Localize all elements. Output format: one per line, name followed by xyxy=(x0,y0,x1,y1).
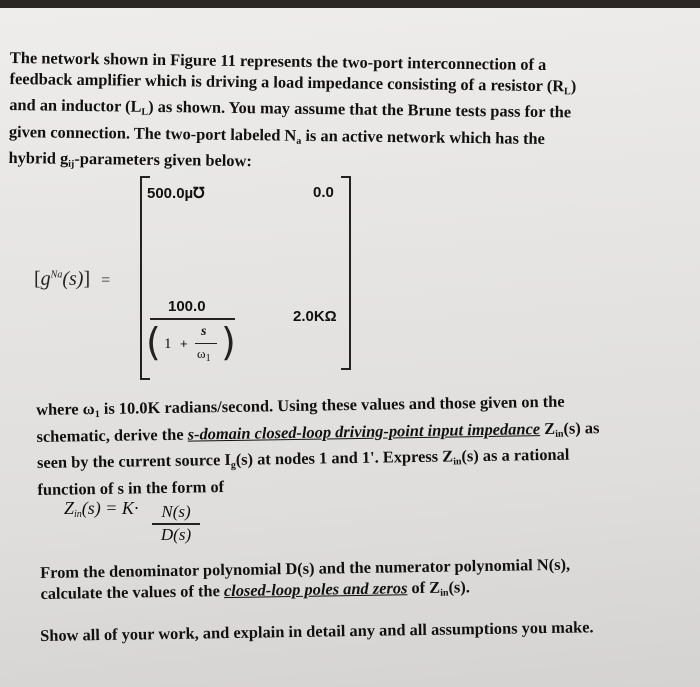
intro-line-3: and an inductor $(L_L)$ as shown. You may assume that the Brune tests pass for the xyxy=(9,94,572,122)
equation-denominator: D(s) xyxy=(160,525,192,544)
equation-numerator: N(s) xyxy=(152,502,200,525)
poles-line-2: calculate the values of the closed-loop poles and zeros of $Z_{in}(s)$. xyxy=(40,576,471,603)
deriv-line-3: seen by the current source $I_g(s)$ at nodes 1 and 1'. Express $Z_{in}(s)$ as a rational xyxy=(36,444,570,472)
show-through-marks xyxy=(249,253,552,343)
matrix-g12: 0.0 xyxy=(313,184,334,201)
right-paren: ) xyxy=(221,320,236,364)
matrix-g21-numerator: 100.0 xyxy=(168,298,206,315)
intro-line-1: The network shown in Figure 11 represents the two-port interconnection of a xyxy=(9,48,547,75)
instructions-line: Show all of your work, and explain in detail any and all assumptions you make. xyxy=(40,617,594,645)
left-paren: ( xyxy=(146,320,161,364)
matrix-g22: 2.0KΩ xyxy=(293,308,337,325)
g21-s: s xyxy=(201,324,207,339)
g21-omega: $\omega_1$ xyxy=(197,346,211,364)
matrix-right-bracket xyxy=(341,176,351,370)
deriv-line-4: function of s in the form of xyxy=(37,476,225,499)
intro-paragraph xyxy=(8,48,682,183)
g21-one: 1 xyxy=(164,336,172,352)
instructions-paragraph xyxy=(40,616,692,647)
matrix-lhs: $[g^{Na}(s)]$ = xyxy=(34,268,111,290)
deriv-line-1: where $\omega_1$ is 10.0K radians/second. Using these values and those given on the xyxy=(36,391,565,421)
document-page xyxy=(0,8,700,687)
matrix-g11: 500.0µ℧ xyxy=(147,185,205,202)
derivation-paragraph xyxy=(36,390,689,500)
g21-inner-fraction-bar xyxy=(195,343,217,344)
impedance-equation-fraction xyxy=(152,502,200,545)
impedance-equation-lhs: $Z_{in}(s) = K\cdot$ xyxy=(64,498,139,520)
poles-line-1: From the denominator polynomial D(s) and the numerator polynomial N(s), xyxy=(40,554,571,582)
poles-zeros-paragraph xyxy=(40,553,693,610)
intro-line-5: hybrid $g_{ij}$-parameters given below: xyxy=(8,147,252,171)
deriv-line-2: schematic, derive the s-domain closed-loop driving-point input impedance $Z_{in}(s)$ as xyxy=(36,417,600,446)
g21-plus: + xyxy=(180,336,188,351)
intro-line-4: given connection. The two-port labeled $N_a$ is an active network which has the xyxy=(8,121,546,148)
intro-line-2: feedback amplifier which is driving a load impedance consisting of a resistor $(R_L)$ xyxy=(9,68,577,97)
